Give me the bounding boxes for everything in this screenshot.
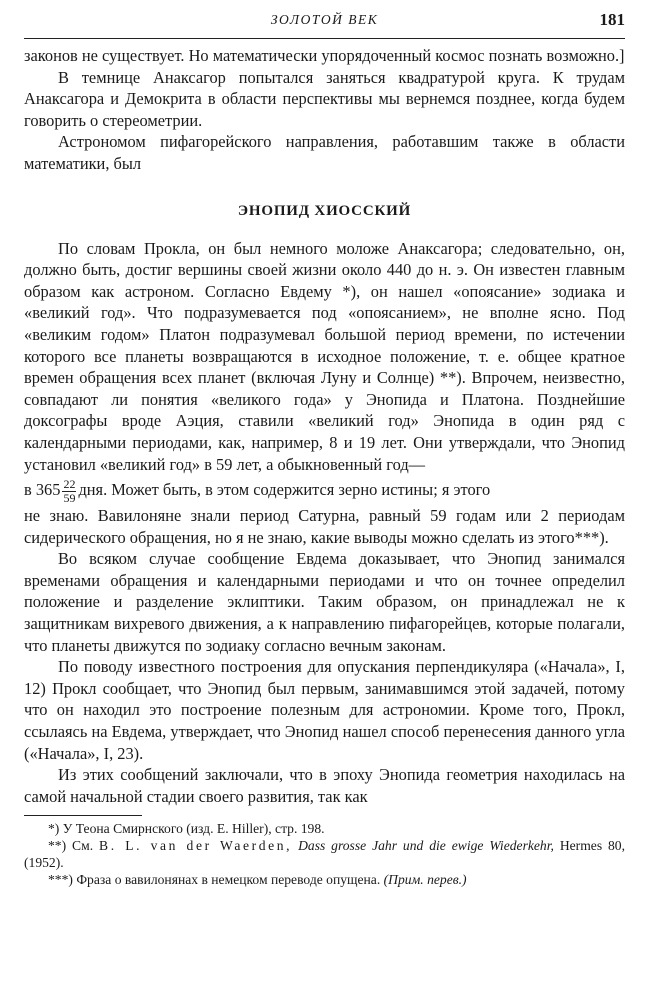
footnote-2-author: B. L. van der Waerden, (99, 838, 293, 854)
year-prefix: в 365 (24, 480, 61, 500)
section-title: ЭНОПИД ХИОССКИЙ (237, 202, 412, 219)
footnote-3 (24, 871, 625, 888)
year-suffix: дня. Может быть, в этом содержится зерно истины; я этого (78, 480, 491, 500)
paragraph-proclus-a: По словам Прокла, он был немного моложе Анаксагора; следовательно, он, должно быть, достиг вершины своей жизни около 440 до н. э. Он известен главным образом как астроном. Согласно Евдему *), он нашел «опоясание» зодиака и «великий год». Что подразумевается под «опоясанием», не вполне ясно. Под «великим годом» Платон подразумевал большой период времени, по истечении которого все планеты возвращаются в исходное положение, т. е. общее кратное времен обращения всех планет (включая Луну и Солнце) **). Впрочем, неизвестно, совпадают ли понятия «великого года» у Энопида и Платона. Позднейшие доксографы вроде Аэция, ставили «великий год» Энопида в один ряд с календарными периодами, как, например, 8 и 19 лет. Они утверждали, что Энопид установил «великий год» в 59 лет, а обыкновенный год— (24, 238, 625, 474)
footnote-2 (24, 837, 625, 871)
paragraph-astronomer-intro: Астрономом пифагорейского направления, работавшим также в области математики, был (24, 132, 625, 173)
paragraph-eudemus: Во всяком случае сообщение Евдема доказывает, что Энопид занимался временами обращения и календарными периодами и что он точнее определил положение и разделение эклиптики. Таким образом, он принадлежал не к защитникам вихревого движения, а к направлению пифагорейцев, которые полагали, что планеты движутся по зодиаку согласно вечным законам. (24, 549, 625, 655)
paragraph-quadrature: В темнице Анаксагор попытался заняться квадратурой круга. К трудам Анаксагора и Демокрита в области перспективы мы вернемся позднее, когда будем говорить о стереометрии. (24, 67, 625, 130)
paragraph-geometry-stage: Из этих сообщений заключали, что в эпоху Энопида геометрия находилась на самой начальной стадии своего развития, так как (24, 765, 625, 806)
fraction-numerator: 22 (63, 476, 76, 491)
footnote-2-prefix: **) См. (48, 838, 94, 854)
fraction (62, 478, 76, 505)
paragraph-proclus-b (24, 475, 625, 505)
footnote-3-text: ***) Фраза о вавилонянах в немецком переводе опущена. (48, 872, 381, 888)
running-title: ЗОЛОТОЙ ВЕК (270, 12, 379, 27)
running-head (24, 0, 625, 39)
fraction-denominator: 59 (63, 490, 76, 505)
footnote-rule (24, 815, 142, 816)
footnote-1: *) У Теона Смирнского (изд. E. Hiller), стр. 198. (48, 821, 325, 837)
paragraph-perpendicular: По поводу известного построения для опускания перпендикуляра («Начала», I, 12) Прокл сообщает, что Энопид был первым, занимавшимся этой задачей, потому что он находил это построение полезным для астрономии. Кроме того, Прокл, ссылаясь на Евдема, утверждает, что Энопид нашел способ перенесения данного угла («Начала», I, 23). (24, 657, 625, 763)
paragraph-proclus-c: не знаю. Вавилоняне знали период Сатурна, равный 59 годам или 2 периодам сидерического обращения, но я не знаю, какие выводы можно сделать из этого***). (24, 506, 625, 547)
paragraph-continuation: законов не существует. Но математически упорядоченный космос познать возможно.] (24, 46, 625, 65)
footnote-3-note: (Прим. перев.) (383, 872, 467, 888)
footnote-2-title: Dass grosse Jahr und die ewige Wiederkehr, (298, 838, 554, 854)
footnote-2-suffix: Hermes 80, (1952). (24, 838, 626, 871)
page-number: 181 (599, 10, 625, 29)
